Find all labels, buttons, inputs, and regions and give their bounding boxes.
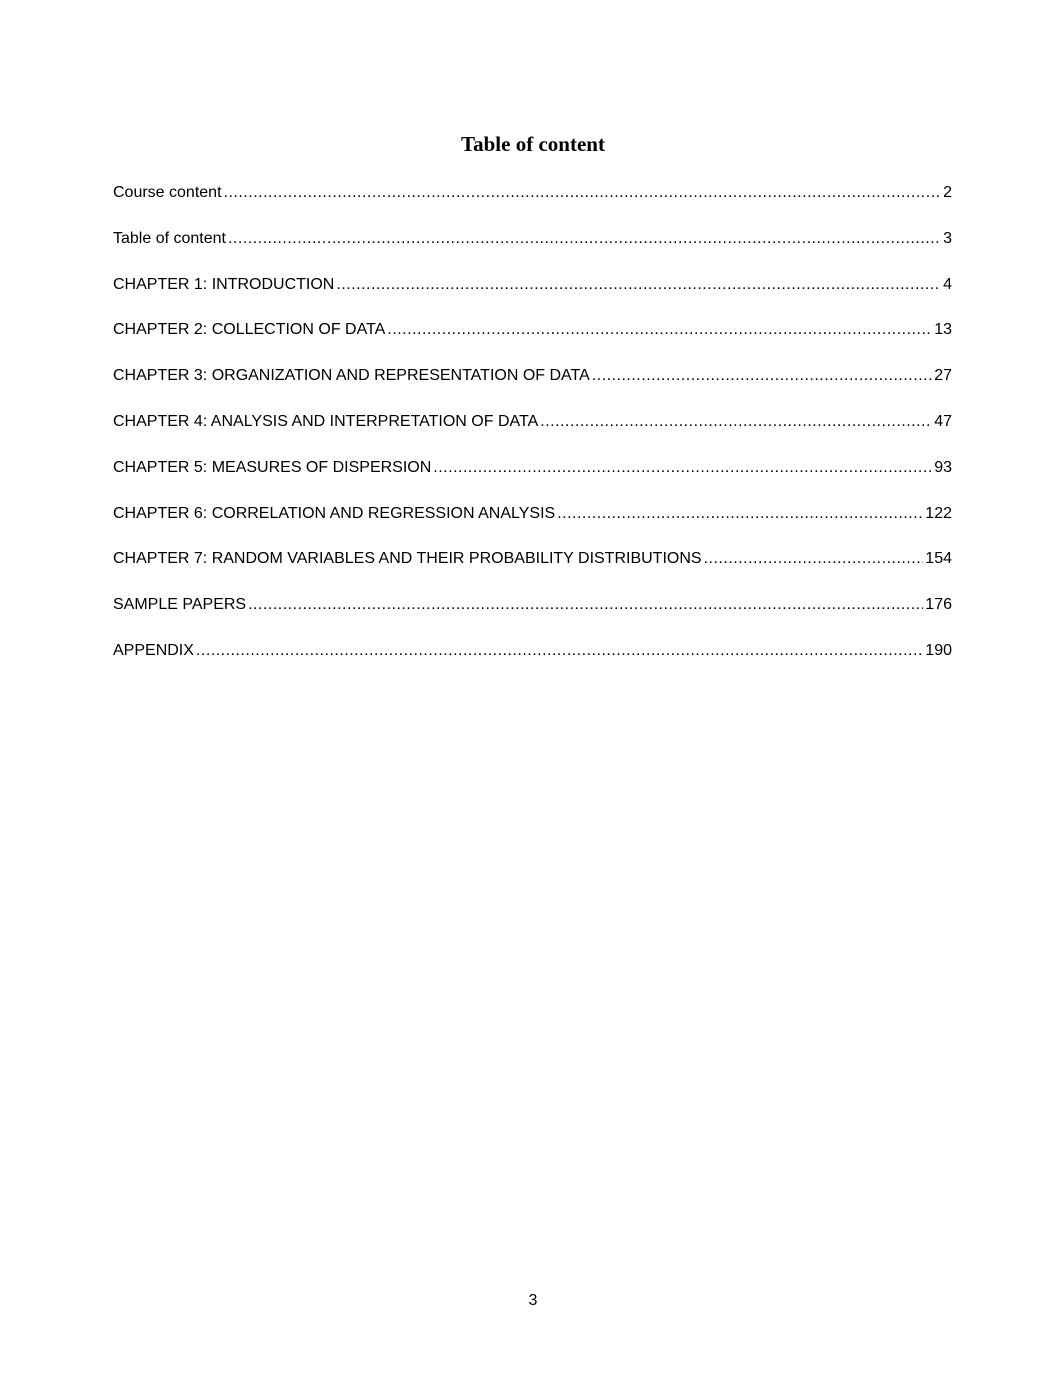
- toc-entry-chapter-7[interactable]: [113, 548, 952, 594]
- toc-entry-label: CHAPTER 6: CORRELATION AND REGRESSION ANALYSIS: [113, 504, 556, 522]
- toc-entry-page: 3: [943, 229, 952, 247]
- toc-entry-page: 93: [934, 458, 952, 476]
- toc-entry-label: CHAPTER 7: RANDOM VARIABLES AND THEIR PROBABILITY DISTRIBUTIONS: [113, 550, 702, 568]
- toc-entry-page: 13: [934, 321, 952, 339]
- toc-entry-label: SAMPLE PAPERS: [113, 596, 247, 614]
- toc-entry-page: 176: [925, 596, 952, 614]
- toc-entry-sample-papers[interactable]: [113, 594, 952, 640]
- dot-leader: [704, 548, 924, 570]
- dot-leader: [196, 640, 923, 662]
- dot-leader: [387, 319, 932, 341]
- dot-leader: [557, 503, 923, 525]
- dot-leader: [540, 411, 932, 433]
- toc-entry-page: 27: [934, 367, 952, 385]
- toc-entry-label: CHAPTER 2: COLLECTION OF DATA: [113, 321, 386, 339]
- dot-leader: [592, 365, 932, 387]
- dot-leader: [433, 457, 932, 479]
- toc-entry-chapter-6[interactable]: [113, 503, 952, 549]
- toc-entry-page: 122: [925, 504, 952, 522]
- dot-leader: [224, 182, 942, 204]
- toc-entry-label: Table of content: [113, 229, 226, 247]
- table-of-contents: [113, 182, 952, 686]
- dot-leader: [248, 594, 923, 616]
- page-title: Table of content: [461, 132, 605, 156]
- toc-entry-label: CHAPTER 1: INTRODUCTION: [113, 275, 335, 293]
- page-number: 3: [528, 1292, 538, 1309]
- toc-entry-label: CHAPTER 3: ORGANIZATION AND REPRESENTATION OF DATA: [113, 367, 590, 385]
- toc-entry-table-of-content[interactable]: [113, 228, 952, 274]
- dot-leader: [228, 228, 941, 250]
- toc-entry-course-content[interactable]: [113, 182, 952, 228]
- toc-entry-page: 4: [943, 275, 952, 293]
- toc-entry-page: 154: [925, 550, 952, 568]
- toc-entry-label: Course content: [113, 184, 222, 201]
- toc-entry-chapter-3[interactable]: [113, 365, 952, 411]
- toc-entry-label: APPENDIX: [113, 641, 194, 659]
- toc-entry-label: CHAPTER 5: MEASURES OF DISPERSION: [113, 458, 432, 476]
- toc-entry-chapter-5[interactable]: [113, 457, 952, 503]
- dot-leader: [336, 274, 941, 296]
- toc-entry-appendix[interactable]: [113, 640, 952, 686]
- toc-entry-page: 2: [943, 184, 952, 201]
- toc-entry-chapter-2[interactable]: [113, 319, 952, 365]
- toc-entry-chapter-1[interactable]: [113, 274, 952, 320]
- toc-entry-page: 47: [934, 412, 952, 430]
- toc-entry-chapter-4[interactable]: [113, 411, 952, 457]
- toc-entry-page: 190: [925, 641, 952, 659]
- toc-entry-label: CHAPTER 4: ANALYSIS AND INTERPRETATION OF DATA: [113, 412, 539, 430]
